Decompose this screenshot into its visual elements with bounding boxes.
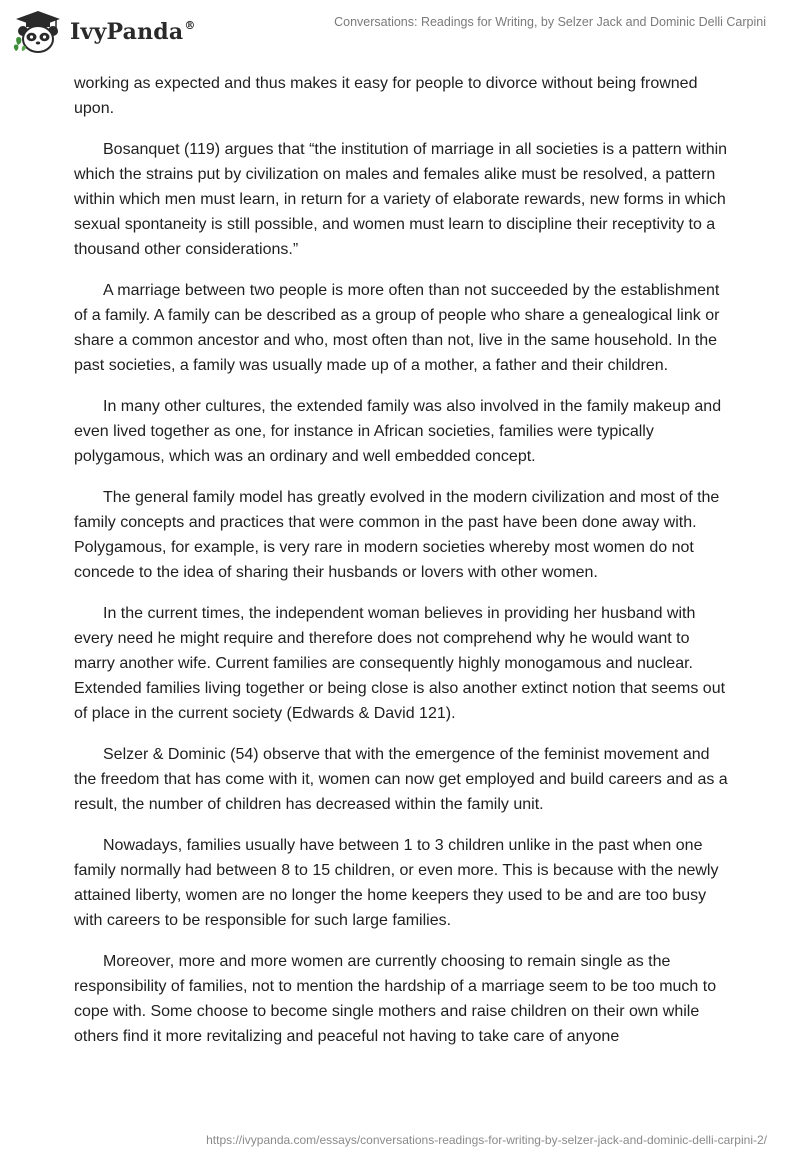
document-title: Conversations: Readings for Writing, by Selzer Jack and Dominic Delli Carpini (334, 15, 766, 29)
paragraph: A marriage between two people is more often than not succeeded by the establishment of a family. A family can be described as a group of people who share a genealogical link or share a common ancestor and who, most often than not, live in the same household. In the past societies, a family was usually made up of a mother, a father and their children. (74, 282, 720, 374)
registered-mark: ® (184, 19, 196, 32)
logo-wordmark (70, 19, 196, 45)
paragraph: Moreover, more and more women are currently choosing to remain single as the responsibility of families, not to mention the hardship of a marriage seem to be too much to cope with. Some choose to become single mothers and raise children on their own while others find it more revitalizing and peaceful not having to take care of anyone (74, 953, 717, 1045)
logo-name: IvyPanda (70, 19, 184, 45)
ivypanda-logo[interactable] (12, 8, 196, 56)
source-url[interactable]: https://ivypanda.com/essays/conversations-readings-for-writing-by-selzer-jack-and-dominic-delli-carpini-2/ (206, 1133, 767, 1147)
paragraph: In many other cultures, the extended family was also involved in the family makeup and even lived together as one, for instance in African societies, families were typically polygamous, which was an ordinary and well embedded concept. (74, 398, 722, 465)
page-header (0, 0, 800, 68)
paragraph: working as expected and thus makes it easy for people to divorce without being frowned upon. (74, 75, 698, 117)
paragraph: Nowadays, families usually have between 1 to 3 children unlike in the past when one family normally had between 8 to 15 children, or even more. This is because with the newly attained liberty, women are no longer the home keepers they used to be and are too busy with careers to be responsible for such large families. (74, 837, 719, 929)
paragraph: In the current times, the independent woman believes in providing her husband with every need he might require and therefore does not comprehend why he would want to marry another wife. Current families are consequently highly monogamous and nuclear. Extended families living together or being close is also another extinct notion that seems out of place in the current society (Edwards & David 121). (74, 605, 726, 722)
paragraph: Bosanquet (119) argues that “the institution of marriage in all societies is a pattern within which the strains put by civilization on males and females alike must be resolved, a pattern within which men must learn, in return for a variety of elaborate rewards, new forms in which sexual spontaneity is still possible, and women must learn to discipline their receptivity to a thousand other considerations.” (74, 141, 728, 258)
paragraph: Selzer & Dominic (54) observe that with the emergence of the feminist movement and the freedom that has come with it, women can now get employed and build careers and as a result, the number of children has decreased within the family unit. (74, 746, 728, 813)
essay-body (74, 71, 734, 1065)
panda-graduate-icon (12, 9, 64, 55)
paragraph: The general family model has greatly evolved in the modern civilization and most of the family concepts and practices that were common in the past have been done away with. Polygamous, for example, is very rare in modern societies whereby most women do not concede to the idea of sharing their husbands or lovers with other women. (74, 489, 720, 581)
